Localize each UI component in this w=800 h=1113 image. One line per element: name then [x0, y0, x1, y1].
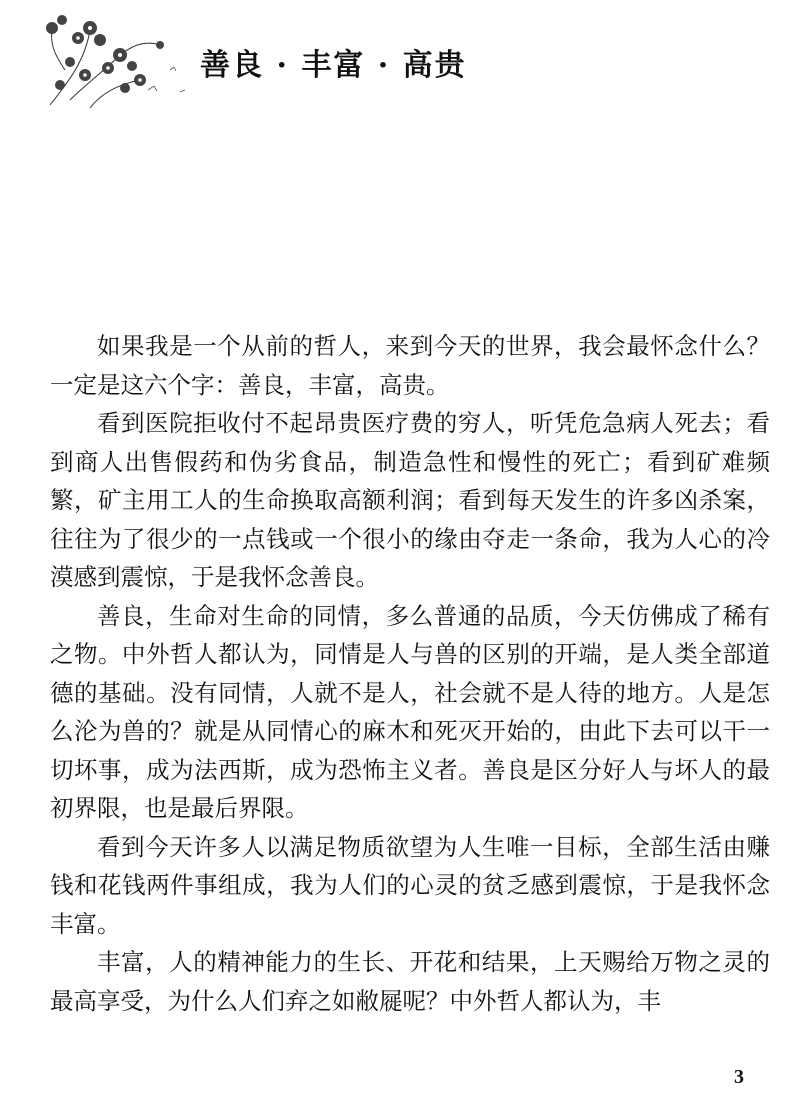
paragraph: 如果我是一个从前的哲人，来到今天的世界，我会最怀念什么？一定是这六个字：善良，丰富，高贵。 — [50, 332, 770, 399]
article-body — [50, 327, 770, 1020]
paragraph: 看到医院拒收付不起昂贵医疗费的穷人，听凭危急病人死去；看到商人出售假药和伪劣食品，制造急性和慢性的死亡；看到矿难频繁，矿主用工人的生命换取高额利润；看到每天发生的许多凶杀案，往往为了很少的一点钱或一个很小的缘由夺走一条命，我为人心的冷漠感到震惊，于是我怀念善良。 — [50, 409, 770, 591]
paragraph: 看到今天许多人以满足物质欲望为人生唯一目标，全部生活由赚钱和花钱两件事组成，我为人们的心灵的贫乏感到震惊，于是我怀念丰富。 — [50, 832, 770, 938]
paragraph: 善良，生命对生命的同情，多么普通的品质，今天仿佛成了稀有之物。中外哲人都认为，同情是人与兽的区别的开端，是人类全部道德的基础。没有同情，人就不是人，社会就不是人待的地方。人是怎么沦为兽的？就是从同情心的麻木和死灭开始的，由此下去可以干一切坏事，成为法西斯，成为恐怖主义者。善良是区分好人与坏人的最初界限，也是最后界限。 — [50, 601, 770, 822]
page-title: 善良 · 丰富 · 高贵 — [200, 48, 467, 83]
paragraph: 丰富，人的精神能力的生长、开花和结果，上天赐给万物之灵的最高享受，为什么人们弃之如敝屣呢？中外哲人都认为，丰 — [50, 948, 770, 1015]
flower-sprig-icon — [30, 0, 200, 115]
page-number: 3 — [734, 1066, 744, 1088]
